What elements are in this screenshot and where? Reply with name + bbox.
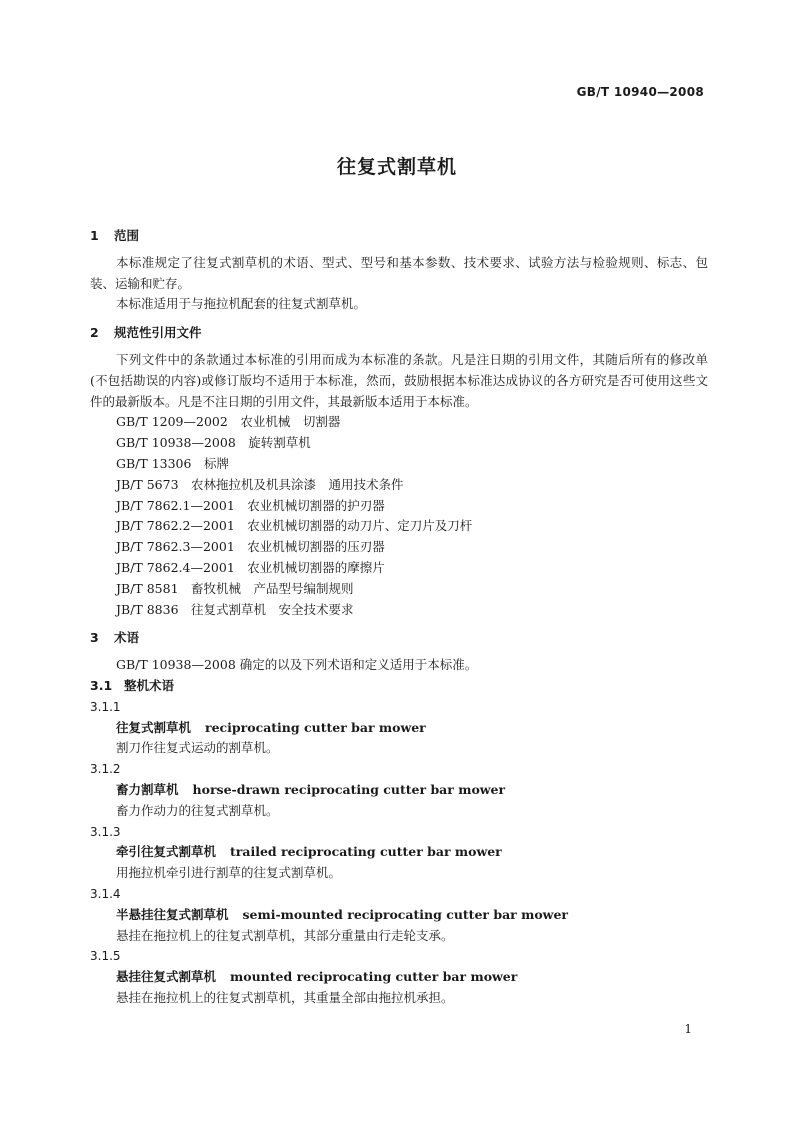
- term-definition: 用拖拉机牵引进行割草的往复式割草机。: [116, 865, 342, 881]
- term-definition: 悬挂在拖拉机上的往复式割草机，其重量全部由拖拉机承担。: [116, 989, 454, 1005]
- reference-item: GB/T 10938—2008 旋转割草机: [116, 435, 311, 451]
- term-definition: 畜力作动力的往复式割草机。: [116, 802, 279, 818]
- term-en: trailed reciprocating cutter bar mower: [230, 844, 502, 860]
- term-en: reciprocating cutter bar mower: [205, 719, 426, 735]
- term-en: semi-mounted reciprocating cutter bar mower: [242, 906, 568, 922]
- section-title: 规范性引用文件: [114, 325, 202, 341]
- term-zh: 牵引往复式割草机: [116, 844, 217, 860]
- clause-number: 3.1.2: [90, 762, 121, 777]
- reference-item: GB/T 13306 标牌: [116, 455, 229, 471]
- document-body: [90, 218, 708, 1009]
- term-entry: [90, 967, 708, 988]
- clause-number: 3.1.5: [90, 949, 121, 964]
- term-definition: 割刀作往复式运动的割草机。: [116, 740, 279, 756]
- term-zh: 往复式割草机: [116, 719, 192, 735]
- reference-item: JB/T 7862.3—2001 农业机械切割器的压刃器: [116, 539, 385, 555]
- term-entry: [90, 718, 708, 739]
- subsection-number: 3.1: [90, 677, 113, 693]
- clause-number: 3.1.3: [90, 824, 121, 839]
- subsection-title: 整机术语: [124, 677, 175, 693]
- section-number: 1: [90, 228, 99, 243]
- term-en: horse-drawn reciprocating cutter bar mower: [192, 781, 506, 797]
- clause-number: 3.1.1: [90, 699, 121, 714]
- term-zh: 半悬挂往复式割草机: [116, 906, 229, 922]
- clause-number: 3.1.4: [90, 886, 121, 901]
- reference-item: JB/T 5673 农林拖拉机及机具涂漆 通用技术条件: [116, 476, 404, 492]
- term-definition: 悬挂在拖拉机上的往复式割草机，其部分重量由行走轮支承。: [116, 927, 454, 943]
- section-title: 术语: [114, 630, 140, 646]
- reference-item: JB/T 8836 往复式割草机 安全技术要求: [116, 601, 354, 617]
- reference-item: JB/T 7862.4—2001 农业机械切割器的摩擦片: [116, 559, 385, 575]
- term-en: mounted reciprocating cutter bar mower: [230, 969, 518, 985]
- term-entry: [90, 905, 708, 926]
- section-heading-2: [90, 323, 708, 344]
- section-heading-1: [90, 226, 708, 247]
- reference-item: GB/T 1209—2002 农业机械 切割器: [116, 414, 341, 430]
- page-number: 1: [684, 1022, 692, 1036]
- section-number: 2: [90, 325, 99, 341]
- paragraph: GB/T 10938—2008 确定的以及下列术语和定义适用于本标准。: [116, 657, 478, 673]
- reference-item: JB/T 7862.1—2001 农业机械切割器的护刃器: [116, 497, 385, 513]
- reference-item: JB/T 8581 畜牧机械 产品型号编制规则: [116, 580, 354, 596]
- section-number: 3: [90, 630, 99, 646]
- section-title: 范围: [114, 228, 140, 243]
- reference-item: JB/T 7862.2—2001 农业机械切割器的动刀片、定刀片及刀杆: [116, 518, 473, 534]
- paragraph: 本标准规定了往复式割草机的术语、型式、型号和基本参数、技术要求、试验方法与检验规则、标志、包装、运输和贮存。: [90, 254, 708, 291]
- section-heading-3: [90, 628, 708, 649]
- document-title: 往复式割草机: [336, 156, 457, 178]
- term-zh: 悬挂往复式割草机: [116, 969, 217, 985]
- paragraph: 本标准适用于与拖拉机配套的往复式割草机。: [116, 296, 367, 312]
- term-entry: [90, 780, 708, 801]
- term-entry: [90, 842, 708, 863]
- paragraph: 下列文件中的条款通过本标准的引用而成为本标准的条款。凡是注日期的引用文件，其随后所有的修改单(不包括勘误的内容)或修订版均不适用于本标准，然而，鼓励根据本标准达成协议的各方研究是否可使用这些文件的最新版本。凡是不注日期的引用文件，其最新版本适用于本标准。: [90, 351, 708, 409]
- subsection-heading: [90, 676, 708, 697]
- term-zh: 畜力割草机: [116, 781, 179, 797]
- standard-code: GB/T 10940—2008: [576, 85, 704, 99]
